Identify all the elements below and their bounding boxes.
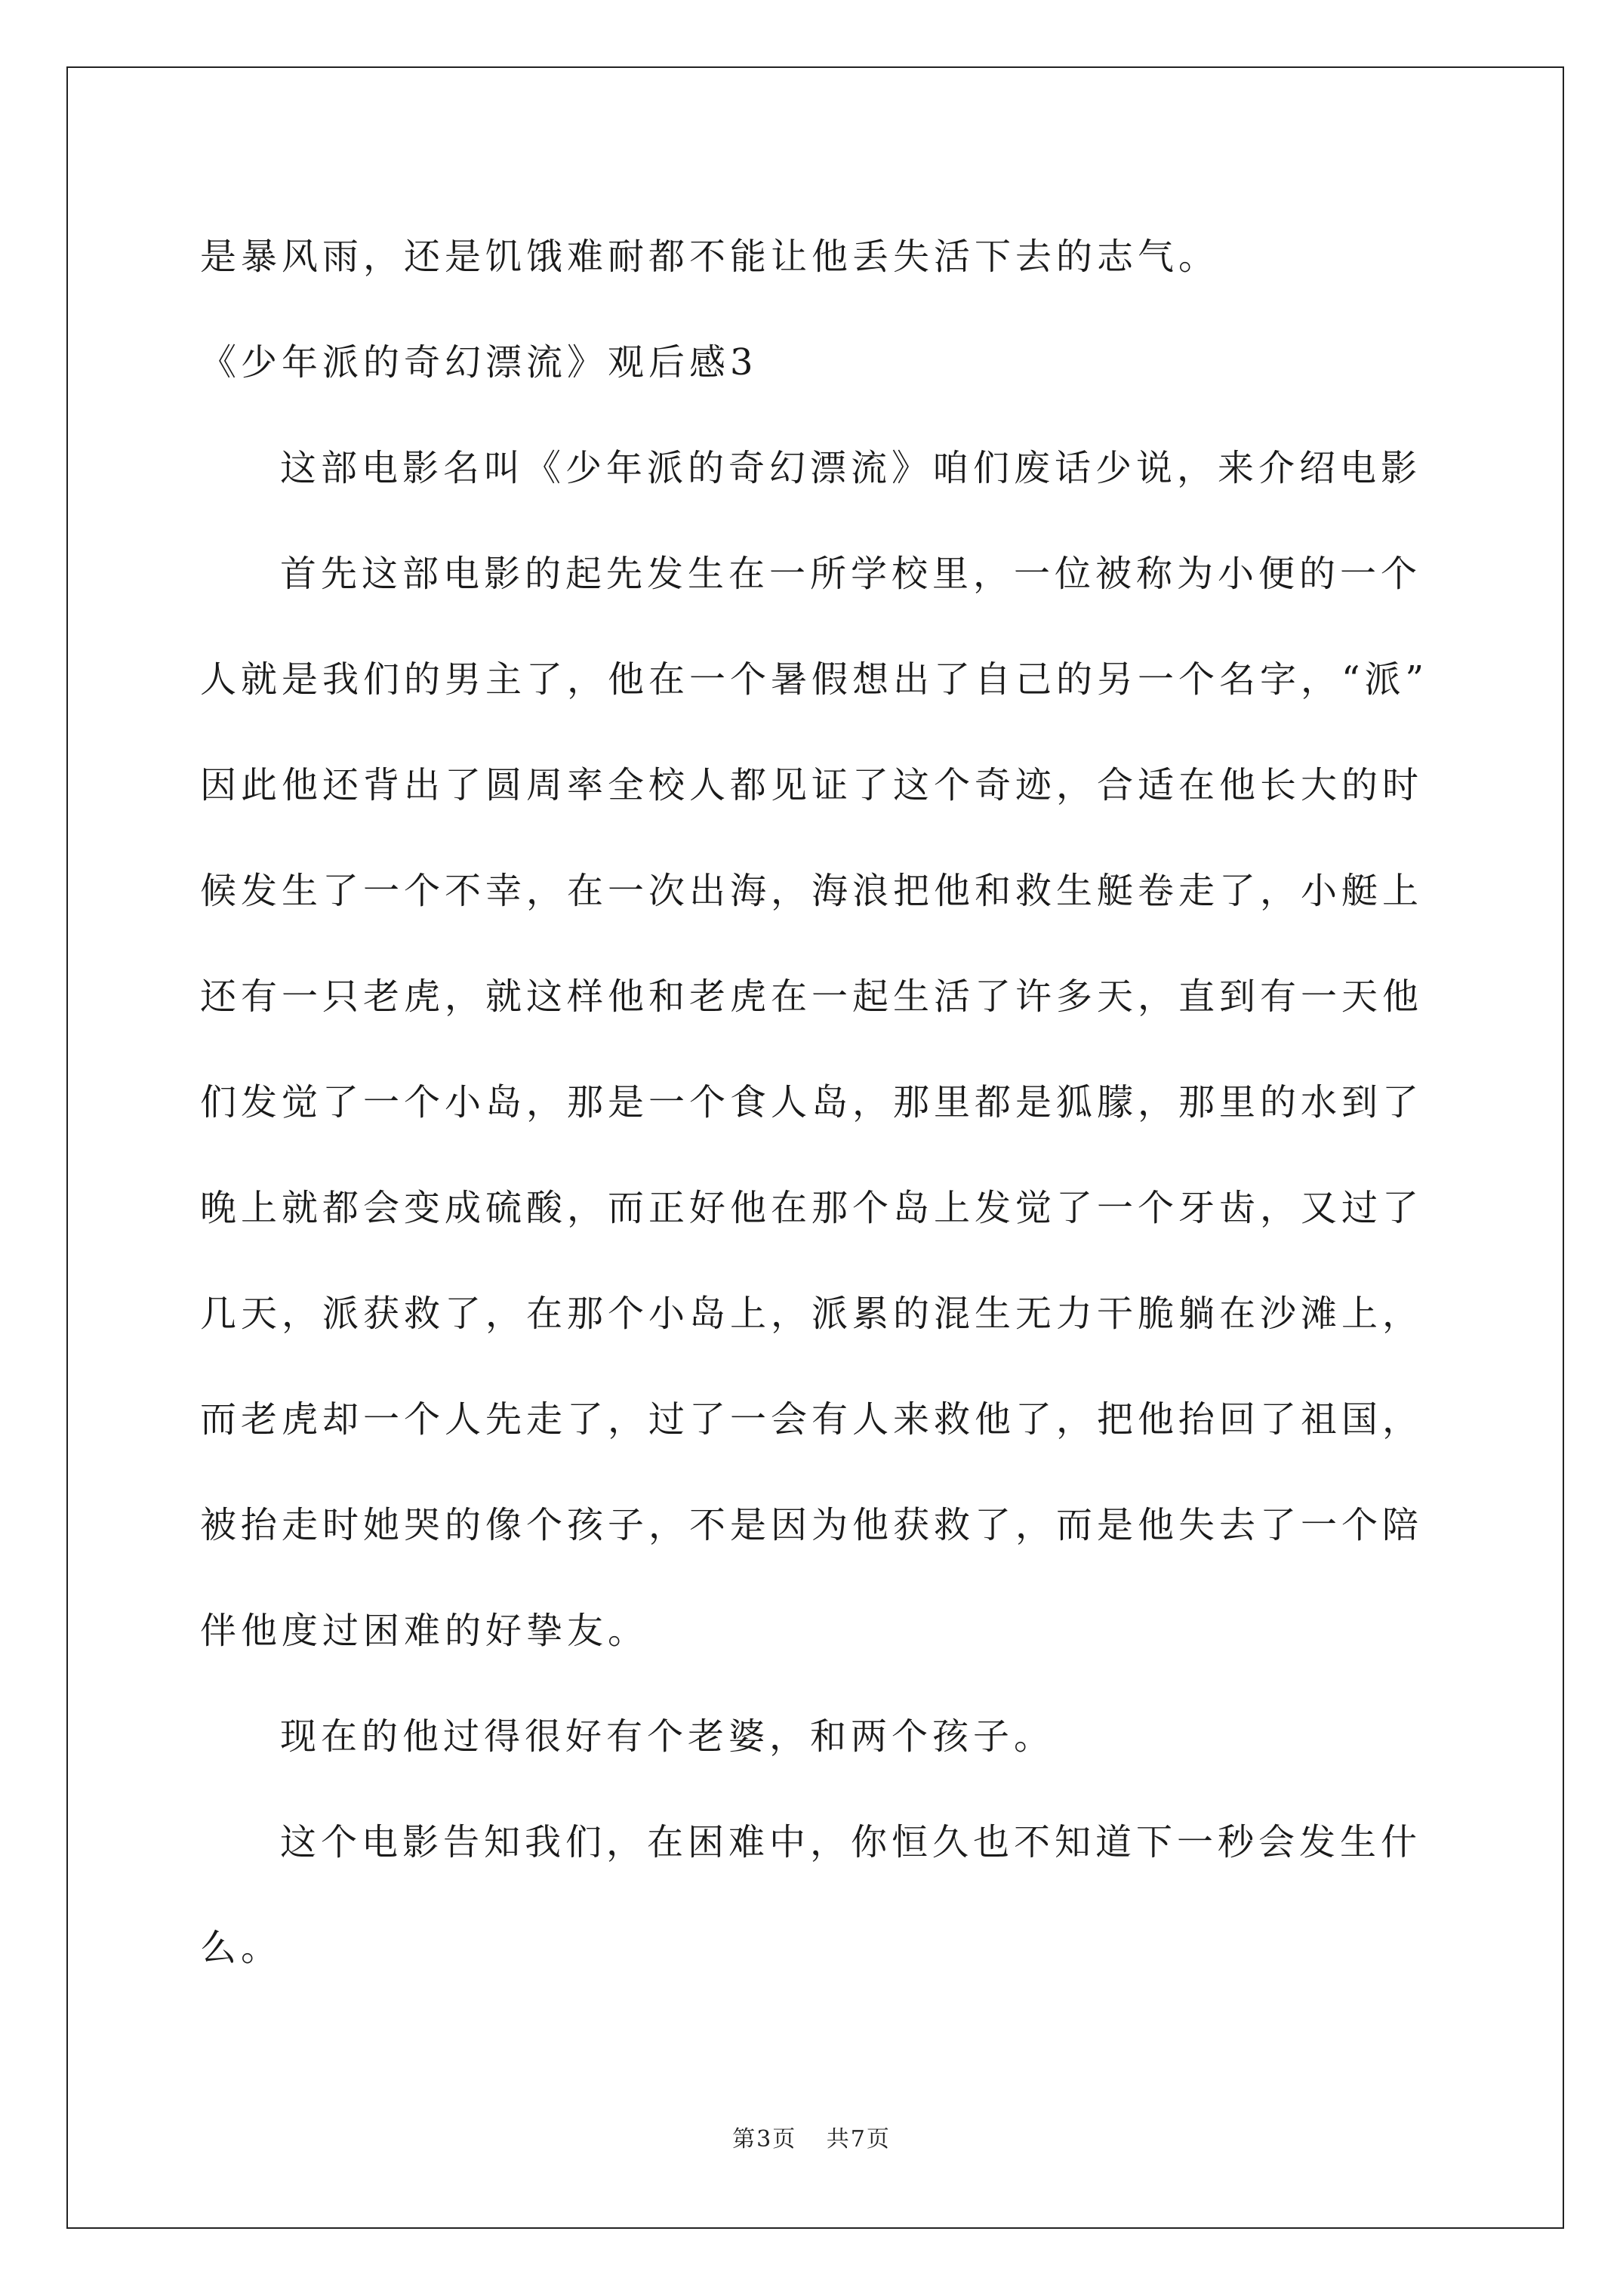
paragraph-2-line: 被抬走时她哭的像个孩子，不是因为他获救了，而是他失去了一个陪	[200, 1504, 1424, 1546]
page-footer	[0, 2120, 1623, 2153]
paragraph-2-line: 伴他度过困难的好挚友。	[200, 1610, 649, 1652]
paragraph-2-line: 而老虎却一个人先走了，过了一会有人来救他了，把他抬回了祖国，	[200, 1398, 1424, 1441]
paragraph-2-line: 还有一只老虎，就这样他和老虎在一起生活了许多天，直到有一天他	[200, 975, 1424, 1018]
paragraph-2-line: 因此他还背出了圆周率全校人都见证了这个奇迹，合适在他长大的时	[200, 764, 1424, 806]
paragraph-3: 现在的他过得很好有个老婆，和两个孩子。	[280, 1715, 1055, 1758]
opening-line: 是暴风雨，还是饥饿难耐都不能让他丢失活下去的志气。	[200, 236, 1220, 278]
paragraph-2-line: 首先这部电影的起先发生在一所学校里，一位被称为小便的一个	[280, 553, 1422, 595]
paragraph-4-line: 么。	[200, 1927, 282, 1969]
paragraph-2-line: 几天，派获救了，在那个小岛上，派累的混生无力干脆躺在沙滩上，	[200, 1293, 1424, 1335]
document-body	[200, 204, 1438, 2001]
page-number-total: 共7页	[826, 2126, 891, 2153]
paragraph-2-line: 晚上就都会变成硫酸，而正好他在那个岛上发觉了一个牙齿，又过了	[200, 1187, 1424, 1229]
paragraph-2-line: 候发生了一个不幸，在一次出海，海浪把他和救生艇卷走了，小艇上	[200, 870, 1424, 912]
essay-title: 《少年派的奇幻漂流》观后感3	[200, 341, 758, 384]
paragraph-1: 这部电影名叫《少年派的奇幻漂流》咱们废话少说，来介绍电影	[280, 447, 1422, 489]
paragraph-2-line: 人就是我们的男主了，他在一个暑假想出了自己的另一个名字，“派”	[200, 658, 1429, 701]
paragraph-4-line: 这个电影告知我们，在困难中，你恒久也不知道下一秒会发生什	[280, 1821, 1422, 1863]
paragraph-2-line: 们发觉了一个小岛，那是一个食人岛，那里都是狐朦，那里的水到了	[200, 1081, 1424, 1123]
page-number-current: 第3页	[732, 2126, 797, 2153]
